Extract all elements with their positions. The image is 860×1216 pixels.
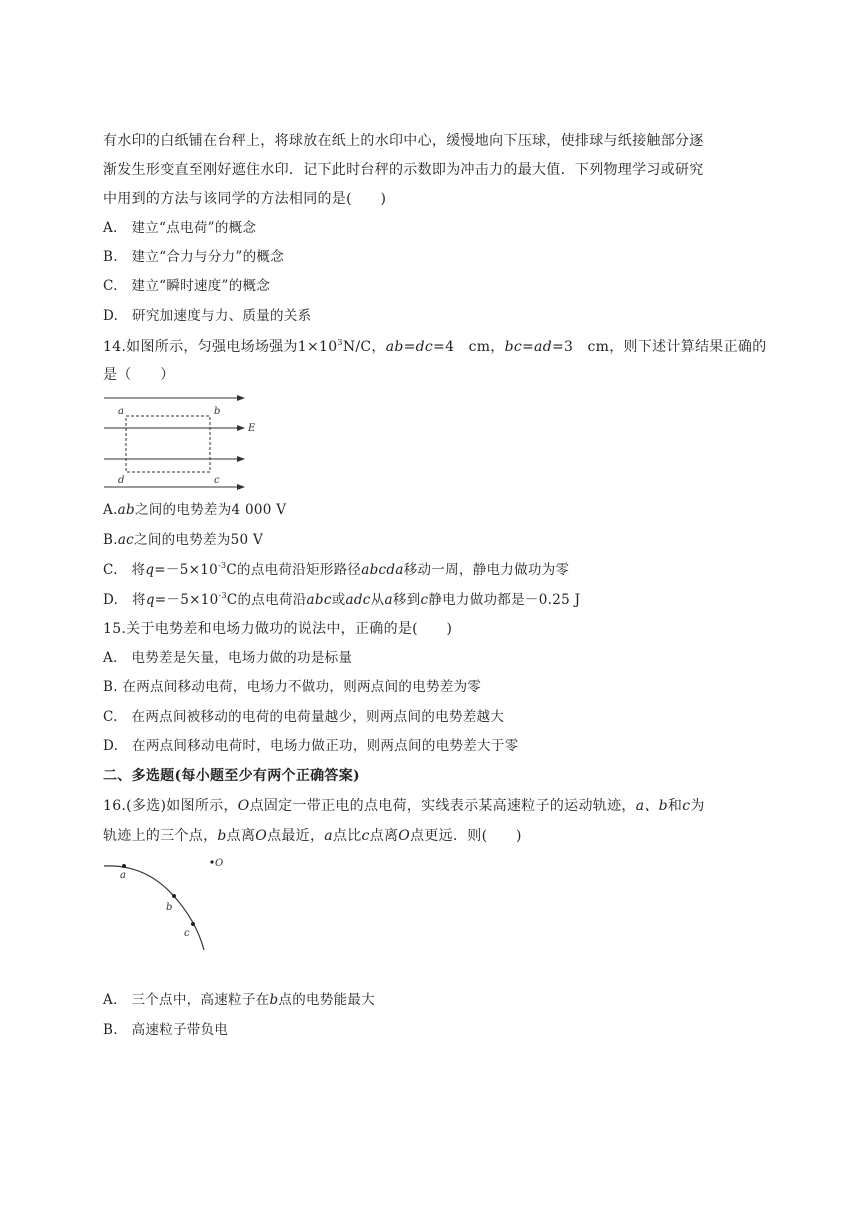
q14-optD-adc: adc bbox=[345, 592, 371, 608]
q14-optC-mid: =－5×10 bbox=[154, 562, 218, 578]
q16-l2-O: O bbox=[255, 828, 268, 844]
q16-l2-a: 轨迹上的三个点， bbox=[103, 828, 218, 844]
q14-optD-post1: C的点电荷沿 bbox=[226, 592, 307, 608]
q14-stem-sup: 3 bbox=[337, 338, 343, 347]
q15-option-c: C. 在两点间被移动的电荷的电荷量越少，则两点间的电势差越大 bbox=[103, 709, 505, 725]
q13-option-b: B. 建立“合力与分力”的概念 bbox=[103, 249, 285, 265]
q14-optA-post: 之间的电势差为4 000 V bbox=[134, 502, 287, 518]
q14-optC-pre: C. 将 bbox=[103, 562, 146, 578]
q14-optD-from: 从 bbox=[370, 592, 385, 608]
q14-eq4: =4 cm， bbox=[433, 339, 505, 355]
point-c bbox=[191, 922, 195, 926]
q16-l2-b: b bbox=[217, 828, 227, 844]
label-a: a bbox=[120, 870, 126, 881]
q16-optA-var: b bbox=[269, 992, 279, 1008]
q16-l1-O: O bbox=[237, 798, 250, 814]
q16-stem-line-1 bbox=[103, 796, 763, 816]
q16-l1-c: 和 bbox=[667, 798, 683, 814]
q16-optA-pre: A. 三个点中，高速粒子在 bbox=[103, 992, 270, 1008]
q16-l2-d: 点最近， bbox=[267, 828, 325, 844]
q16-l2-h: 点离 bbox=[369, 828, 399, 844]
q16-stem-line-2 bbox=[103, 826, 763, 846]
label-d: d bbox=[118, 475, 125, 486]
q16-l1-a: 16.(多选)如图所示， bbox=[103, 798, 238, 814]
label-a: a bbox=[118, 406, 124, 417]
q16-l2-g: c bbox=[361, 828, 370, 844]
q14-option-d bbox=[103, 590, 763, 610]
q16-l2-c: 点离 bbox=[226, 828, 256, 844]
q16-option-b: B. 高速粒子带负电 bbox=[103, 1022, 229, 1038]
q16-l2-O2: O bbox=[398, 828, 411, 844]
q13-option-c: C. 建立“瞬时速度”的概念 bbox=[103, 278, 271, 294]
q14-optD-q: q bbox=[145, 592, 155, 608]
q14-field-diagram bbox=[104, 393, 264, 493]
point-b bbox=[172, 894, 176, 898]
q14-optD-to: 移到 bbox=[392, 592, 421, 608]
q14-optD-or: 或 bbox=[331, 592, 346, 608]
q15-option-b: B. 在两点间移动电荷，电场力不做功，则两点间的电势差为零 bbox=[103, 679, 482, 695]
q16-figure bbox=[104, 854, 234, 954]
q14-option-c bbox=[103, 560, 763, 580]
q16-l1-b: 点固定一带正电的点电荷，实线表示某高速粒子的运动轨迹， bbox=[249, 798, 636, 814]
q16-option-a bbox=[103, 990, 763, 1010]
q14-ab-dc: ab=dc bbox=[385, 339, 434, 355]
label-b: b bbox=[214, 406, 221, 417]
q14-optA-var: ab bbox=[117, 502, 135, 518]
q16-optA-post: 点的电势能最大 bbox=[278, 992, 376, 1008]
q16-l1-vars: a、b bbox=[635, 798, 668, 814]
q16-l2-i: 点更远．则( ) bbox=[410, 828, 522, 844]
label-b: b bbox=[166, 902, 173, 913]
q14-optC-q: q bbox=[145, 562, 155, 578]
q14-option-a bbox=[103, 500, 763, 520]
q14-optD-abc: abc bbox=[306, 592, 332, 608]
q14-optA-pre: A. bbox=[103, 502, 118, 518]
q15-option-d: D. 在两点间移动电荷时，电场力做正功，则两点间的电势差大于零 bbox=[103, 738, 519, 754]
q14-optD-sup: -3 bbox=[218, 591, 227, 600]
q14-bc-ad: bc=ad bbox=[504, 339, 552, 355]
q13-text-line-1: 有水印的白纸铺在台秤上，将球放在纸上的水印中心，缓慢地向下压球，使排球与纸接触部分逐 bbox=[103, 133, 704, 149]
q14-optB-pre: B. bbox=[103, 532, 118, 548]
q14-optB-var: ac bbox=[117, 532, 135, 548]
q14-stem-line-2: 是（ ） bbox=[103, 367, 175, 383]
q14-eq3: =3 cm，则下述计算结果正确的 bbox=[551, 339, 767, 355]
q14-optC-post1: C的点电荷沿矩形路径 bbox=[226, 562, 362, 578]
q16-l1-cv: c bbox=[682, 798, 691, 814]
q15-stem: 15.关于电势差和电场力做功的说法中，正确的是( ) bbox=[103, 621, 453, 637]
q13-text-line-3: 中用到的方法与该同学的方法相同的是( ) bbox=[103, 191, 387, 207]
point-O bbox=[210, 860, 213, 863]
q14-optB-post: 之间的电势差为50 V bbox=[134, 532, 264, 548]
q13-option-d: D. 研究加速度与力、质量的关系 bbox=[103, 308, 312, 324]
q14-option-b bbox=[103, 530, 763, 550]
q14-stem-a: 14.如图所示，匀强电场场强为1×10 bbox=[103, 339, 338, 355]
label-c: c bbox=[184, 928, 190, 939]
q13-text-line-2: 渐发生形变直至刚好遮住水印．记下此时台秤的示数即为冲击力的最大值．下列物理学习或研究 bbox=[103, 162, 704, 178]
q14-optD-pre: D. 将 bbox=[103, 592, 146, 608]
q14-optC-sup: -3 bbox=[218, 561, 227, 570]
q14-optC-path: abcda bbox=[361, 562, 404, 578]
q14-figure bbox=[104, 393, 264, 493]
q14-optD-end: 静电力做功都是－0.25 J bbox=[428, 592, 581, 608]
q16-trajectory-diagram bbox=[104, 854, 234, 954]
section-2-heading: 二、多选题(每小题至少有两个正确答案) bbox=[103, 768, 360, 784]
label-E: E bbox=[248, 423, 256, 434]
q14-optD-c: c bbox=[420, 592, 429, 608]
q14-optC-post2: 移动一周，静电力做功为零 bbox=[403, 562, 570, 578]
q15-option-a: A. 电势差是矢量，电场力做的功是标量 bbox=[103, 650, 353, 666]
label-O: O bbox=[215, 858, 224, 869]
q14-stem-b: N/C， bbox=[342, 339, 386, 355]
q13-option-a: A. 建立“点电荷”的概念 bbox=[103, 220, 257, 236]
label-c: c bbox=[214, 475, 220, 486]
q16-l2-e: a bbox=[324, 828, 333, 844]
q14-stem-line-1 bbox=[103, 337, 767, 357]
q14-optD-mid: =－5×10 bbox=[154, 592, 219, 608]
q16-l1-d: 为 bbox=[690, 798, 705, 814]
q16-l2-f: 点比 bbox=[332, 828, 362, 844]
point-a bbox=[122, 864, 126, 868]
rectangle-abcd bbox=[126, 416, 210, 472]
q14-optD-a: a bbox=[384, 592, 393, 608]
